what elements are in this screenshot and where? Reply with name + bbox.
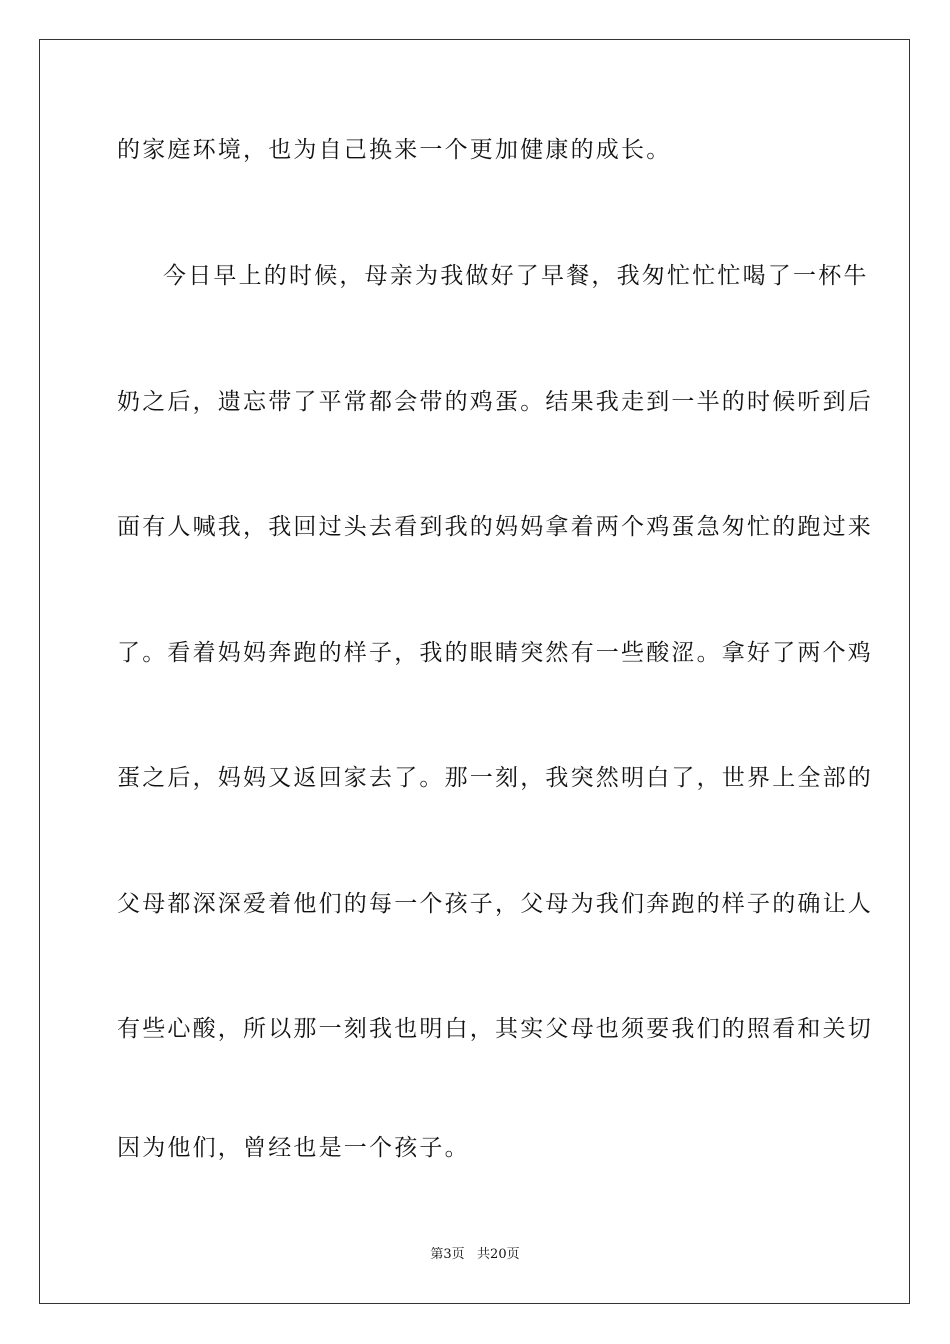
paragraph-line: 了。看着妈妈奔跑的样子，我的眼睛突然有一些酸涩。拿好了两个鸡 <box>117 640 873 666</box>
paragraph-line: 面有人喊我，我回过头去看到我的妈妈拿着两个鸡蛋急匆忙的跑过来 <box>117 514 873 540</box>
paragraph-line: 有些心酸，所以那一刻我也明白，其实父母也须要我们的照看和关切 <box>117 1016 873 1042</box>
paragraph-line: 父母都深深爱着他们的每一个孩子，父母为我们奔跑的样子的确让人 <box>117 891 873 917</box>
page-border <box>39 39 910 1304</box>
paragraph-line: 今日早上的时候，母亲为我做好了早餐，我匆忙忙忙喝了一杯牛 <box>163 263 869 289</box>
paragraph-line: 奶之后，遗忘带了平常都会带的鸡蛋。结果我走到一半的时候听到后 <box>117 389 873 415</box>
page-number-footer: 第3页 共20页 <box>430 1247 520 1262</box>
paragraph-line: 蛋之后，妈妈又返回家去了。那一刻，我突然明白了，世界上全部的 <box>117 765 873 791</box>
paragraph-line: 因为他们，曾经也是一个孩子。 <box>117 1135 470 1161</box>
paragraph-line: 的家庭环境，也为自己换来一个更加健康的成长。 <box>117 137 672 163</box>
